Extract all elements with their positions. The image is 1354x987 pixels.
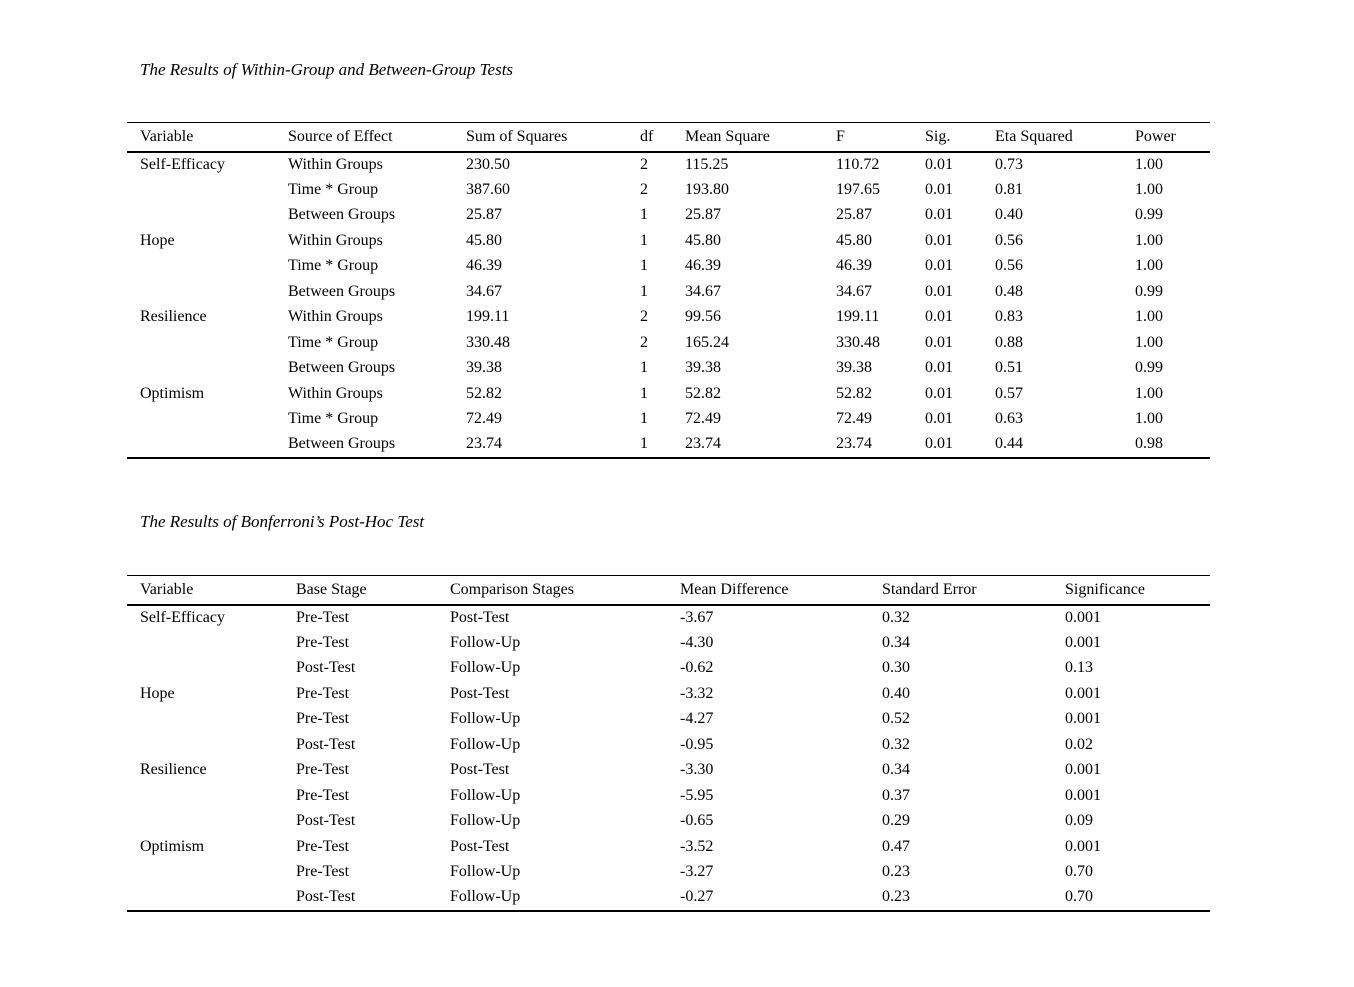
table-cell: 25.87	[466, 206, 502, 224]
table-cell: 0.01	[925, 384, 953, 402]
table-cell: 34.67	[685, 282, 721, 300]
table-cell	[127, 783, 296, 809]
table-row	[127, 681, 1210, 707]
table-cell: 197.65	[836, 180, 880, 198]
table-cell: Hope	[140, 684, 175, 702]
table-cell: 0.34	[882, 761, 910, 779]
table-cell: Post-Test	[296, 812, 356, 830]
table-cell: 0.01	[925, 206, 953, 224]
table-cell: 0.47	[882, 837, 910, 855]
table-cell: 1.00	[1135, 231, 1163, 249]
table-cell: 1.00	[1135, 308, 1163, 326]
table-cell: Follow-Up	[450, 863, 521, 881]
table-cell: 230.50	[466, 155, 510, 173]
table-cell: 0.23	[882, 863, 910, 881]
table-cell: 0.30	[882, 659, 910, 677]
table-cell: 110.72	[836, 155, 880, 173]
table-cell: Post-Test	[296, 735, 356, 753]
table-row	[127, 732, 1210, 758]
table-row	[127, 432, 1210, 458]
table-cell	[127, 203, 288, 229]
table-cell: 52.82	[685, 384, 721, 402]
table-cell: Follow-Up	[450, 659, 521, 677]
table-cell: -0.95	[680, 735, 714, 753]
table-cell: 0.32	[882, 608, 910, 626]
table-cell: 0.01	[925, 308, 953, 326]
table-cell	[127, 177, 288, 203]
table-cell: Optimism	[140, 384, 205, 402]
column-header: Sig.	[925, 123, 995, 152]
table-cell: Between Groups	[288, 432, 466, 458]
table-cell: Follow-Up	[450, 735, 521, 753]
table-cell: 0.001	[1065, 786, 1101, 804]
table-cell: 0.001	[1065, 684, 1101, 702]
table-row	[127, 381, 1210, 407]
table-cell: 0.88	[995, 333, 1023, 351]
table-cell: -3.32	[680, 684, 714, 702]
table-cell: Follow-Up	[450, 710, 521, 728]
table-cell: 0.34	[882, 633, 910, 651]
table-cell: Between Groups	[288, 359, 396, 377]
table-cell: 1.00	[1135, 384, 1163, 402]
table-cell: 52.82	[466, 384, 502, 402]
table-cell: Time * Group	[288, 410, 379, 428]
table-cell: -5.95	[680, 786, 714, 804]
table-cell: 0.44	[995, 432, 1135, 458]
posthoc-results-table	[127, 575, 1210, 912]
table-cell: 0.48	[995, 282, 1023, 300]
table-cell: 1.00	[1135, 410, 1163, 428]
table-cell: Post-Test	[450, 608, 510, 626]
column-header: Comparison Stages	[450, 576, 680, 605]
table-cell: Between Groups	[288, 282, 396, 300]
table-cell: Time * Group	[288, 333, 379, 351]
table-cell: 0.98	[1135, 432, 1210, 458]
table-cell	[127, 279, 288, 305]
table-cell: Pre-Test	[296, 633, 350, 651]
column-header: Base Stage	[296, 576, 450, 605]
table-row	[127, 605, 1210, 631]
table-cell: 1	[640, 384, 648, 402]
table-cell: 25.87	[836, 206, 872, 224]
table-cell: 34.67	[466, 282, 502, 300]
table-cell: 99.56	[685, 308, 721, 326]
table-cell: Optimism	[140, 837, 205, 855]
table-cell	[127, 254, 288, 280]
table-cell: Post-Test	[296, 885, 450, 911]
table-cell: 2	[640, 155, 648, 173]
table-cell: 1	[640, 432, 685, 458]
table-cell: 199.11	[466, 308, 510, 326]
table-cell: Between Groups	[288, 206, 396, 224]
table-cell: 23.74	[466, 432, 640, 458]
table-row	[127, 707, 1210, 733]
table-cell: 330.48	[466, 333, 510, 351]
table-cell: 0.13	[1065, 659, 1093, 677]
table-cell: 2	[640, 333, 648, 351]
table-cell: -3.30	[680, 761, 714, 779]
table-cell: Self-Efficacy	[140, 155, 225, 173]
table-row	[127, 305, 1210, 331]
table-row	[127, 860, 1210, 886]
table-cell: 0.01	[925, 432, 995, 458]
table-row	[127, 177, 1210, 203]
table-row	[127, 885, 1210, 911]
table-row	[127, 203, 1210, 229]
table-cell: 1	[640, 206, 648, 224]
table-cell: Pre-Test	[296, 837, 350, 855]
table-cell: Follow-Up	[450, 786, 521, 804]
table-cell: 199.11	[836, 308, 880, 326]
table-row	[127, 152, 1210, 178]
table-cell: 115.25	[685, 155, 729, 173]
table-cell: 0.01	[925, 410, 953, 428]
table-cell: 1	[640, 231, 648, 249]
column-header: Standard Error	[882, 576, 1065, 605]
table-cell: Within Groups	[288, 231, 383, 249]
column-header: Sum of Squares	[466, 123, 640, 152]
table-cell: -4.30	[680, 633, 714, 651]
table-cell: 1	[640, 282, 648, 300]
table-cell	[127, 656, 296, 682]
table-cell: Self-Efficacy	[140, 608, 225, 626]
table-cell: 0.001	[1065, 633, 1101, 651]
table-cell: 0.40	[995, 206, 1023, 224]
table-cell: Post-Test	[450, 684, 510, 702]
table-cell	[127, 630, 296, 656]
table-cell: -0.62	[680, 659, 714, 677]
table-cell: 0.01	[925, 155, 953, 173]
table-cell: 46.39	[466, 257, 502, 275]
table-cell: 0.57	[995, 384, 1023, 402]
table-cell: 0.40	[882, 684, 910, 702]
table-cell: Resilience	[140, 308, 207, 326]
table-cell: 0.51	[995, 359, 1023, 377]
table-cell: 0.73	[995, 155, 1023, 173]
table-row	[127, 809, 1210, 835]
table-cell: 0.29	[882, 812, 910, 830]
table-cell	[127, 432, 288, 458]
table-cell: -3.52	[680, 837, 714, 855]
table-cell: Pre-Test	[296, 863, 350, 881]
table-cell: -3.67	[680, 608, 714, 626]
posthoc-table-caption: The Results of Bonferroni’s Post-Hoc Test	[140, 512, 425, 531]
header-row	[127, 123, 1210, 152]
table-cell: Follow-Up	[450, 885, 680, 911]
table-cell: Pre-Test	[296, 684, 350, 702]
column-header: F	[836, 123, 925, 152]
table-cell	[127, 732, 296, 758]
table-cell: 0.01	[925, 257, 953, 275]
table-cell: 0.01	[925, 359, 953, 377]
table-cell: Pre-Test	[296, 761, 350, 779]
table-cell: 0.63	[995, 410, 1023, 428]
table-cell: 0.09	[1065, 812, 1093, 830]
table-row	[127, 330, 1210, 356]
table-cell: 72.49	[836, 410, 872, 428]
table-cell: 45.80	[685, 231, 721, 249]
table-cell: 0.23	[882, 885, 1065, 911]
table-cell: Post-Test	[450, 761, 510, 779]
table-cell: 46.39	[685, 257, 721, 275]
table-cell: 0.01	[925, 231, 953, 249]
table-cell: 25.87	[685, 206, 721, 224]
table-cell: Resilience	[140, 761, 207, 779]
table-cell: -4.27	[680, 710, 714, 728]
table-cell	[127, 707, 296, 733]
table-cell: -0.27	[680, 885, 882, 911]
column-header: Variable	[127, 123, 288, 152]
table-cell: 0.001	[1065, 710, 1101, 728]
table-cell: Pre-Test	[296, 710, 350, 728]
table-cell: -3.27	[680, 863, 714, 881]
table-cell: 0.83	[995, 308, 1023, 326]
table-cell	[127, 356, 288, 382]
column-header: Variable	[127, 576, 296, 605]
table-cell: Within Groups	[288, 308, 383, 326]
table-cell: 45.80	[836, 231, 872, 249]
table-cell: Within Groups	[288, 155, 383, 173]
table-cell: Within Groups	[288, 384, 383, 402]
table-cell: 52.82	[836, 384, 872, 402]
table-cell: 0.001	[1065, 761, 1101, 779]
table-cell: 2	[640, 180, 648, 198]
column-header: df	[640, 123, 685, 152]
table-cell: 39.38	[466, 359, 502, 377]
table-cell: 0.56	[995, 231, 1023, 249]
table-cell: 0.56	[995, 257, 1023, 275]
table-cell: 46.39	[836, 257, 872, 275]
column-header: Mean Square	[685, 123, 836, 152]
column-header: Significance	[1065, 576, 1210, 605]
table-row	[127, 758, 1210, 784]
table-row	[127, 356, 1210, 382]
table-cell: 0.32	[882, 735, 910, 753]
table-cell: 1.00	[1135, 333, 1163, 351]
table-cell: 330.48	[836, 333, 880, 351]
table-cell: 45.80	[466, 231, 502, 249]
table-cell: -0.65	[680, 812, 714, 830]
table-row	[127, 783, 1210, 809]
table-cell: 2	[640, 308, 648, 326]
table-cell: 0.001	[1065, 837, 1101, 855]
table-cell: Follow-Up	[450, 633, 521, 651]
table-cell: 193.80	[685, 180, 729, 198]
table-cell: Post-Test	[450, 837, 510, 855]
table-cell: 1.00	[1135, 155, 1163, 173]
table-cell: 0.99	[1135, 359, 1163, 377]
table-row	[127, 279, 1210, 305]
table-row	[127, 407, 1210, 433]
table-cell: 0.70	[1065, 863, 1093, 881]
table-cell: 0.99	[1135, 282, 1163, 300]
anova-table-header	[127, 123, 1210, 152]
table-row	[127, 630, 1210, 656]
table-cell	[127, 885, 296, 911]
table-cell: 0.37	[882, 786, 910, 804]
column-header: Eta Squared	[995, 123, 1135, 152]
header-row	[127, 576, 1210, 605]
table-cell: 23.74	[836, 432, 925, 458]
table-cell: 72.49	[685, 410, 721, 428]
table-cell: 1.00	[1135, 257, 1163, 275]
table-cell: 387.60	[466, 180, 510, 198]
table-cell	[127, 407, 288, 433]
posthoc-table-body	[127, 605, 1210, 911]
table-cell: 0.81	[995, 180, 1023, 198]
table-cell: 72.49	[466, 410, 502, 428]
table-cell: 0.70	[1065, 885, 1210, 911]
table-cell: Time * Group	[288, 180, 379, 198]
table-cell: 23.74	[685, 432, 836, 458]
anova-results-table	[127, 122, 1210, 459]
table-cell: Follow-Up	[450, 812, 521, 830]
table-cell: 1	[640, 410, 648, 428]
table-row	[127, 254, 1210, 280]
table-cell: 0.01	[925, 282, 953, 300]
table-row	[127, 834, 1210, 860]
table-cell	[127, 860, 296, 886]
table-cell: 0.52	[882, 710, 910, 728]
table-cell: 34.67	[836, 282, 872, 300]
column-header: Mean Difference	[680, 576, 882, 605]
table-cell: 0.01	[925, 333, 953, 351]
column-header: Source of Effect	[288, 123, 466, 152]
table-row	[127, 228, 1210, 254]
table-cell: 0.01	[925, 180, 953, 198]
table-cell: 0.02	[1065, 735, 1093, 753]
table-cell: Hope	[140, 231, 175, 249]
column-header: Power	[1135, 123, 1210, 152]
table-cell: Pre-Test	[296, 608, 350, 626]
table-cell: Pre-Test	[296, 786, 350, 804]
table-cell: 1	[640, 257, 648, 275]
table-cell: 1	[640, 359, 648, 377]
anova-table-caption: The Results of Within-Group and Between-Group Tests	[140, 60, 514, 79]
table-cell: 39.38	[836, 359, 872, 377]
table-row	[127, 656, 1210, 682]
table-cell: 0.99	[1135, 206, 1163, 224]
table-cell: 0.001	[1065, 608, 1101, 626]
posthoc-table-header	[127, 576, 1210, 605]
table-cell	[127, 330, 288, 356]
anova-table-body	[127, 152, 1210, 458]
table-cell: Time * Group	[288, 257, 379, 275]
table-cell: 165.24	[685, 333, 729, 351]
table-cell	[127, 809, 296, 835]
table-cell: 39.38	[685, 359, 721, 377]
table-cell: Post-Test	[296, 659, 356, 677]
table-cell: 1.00	[1135, 180, 1163, 198]
